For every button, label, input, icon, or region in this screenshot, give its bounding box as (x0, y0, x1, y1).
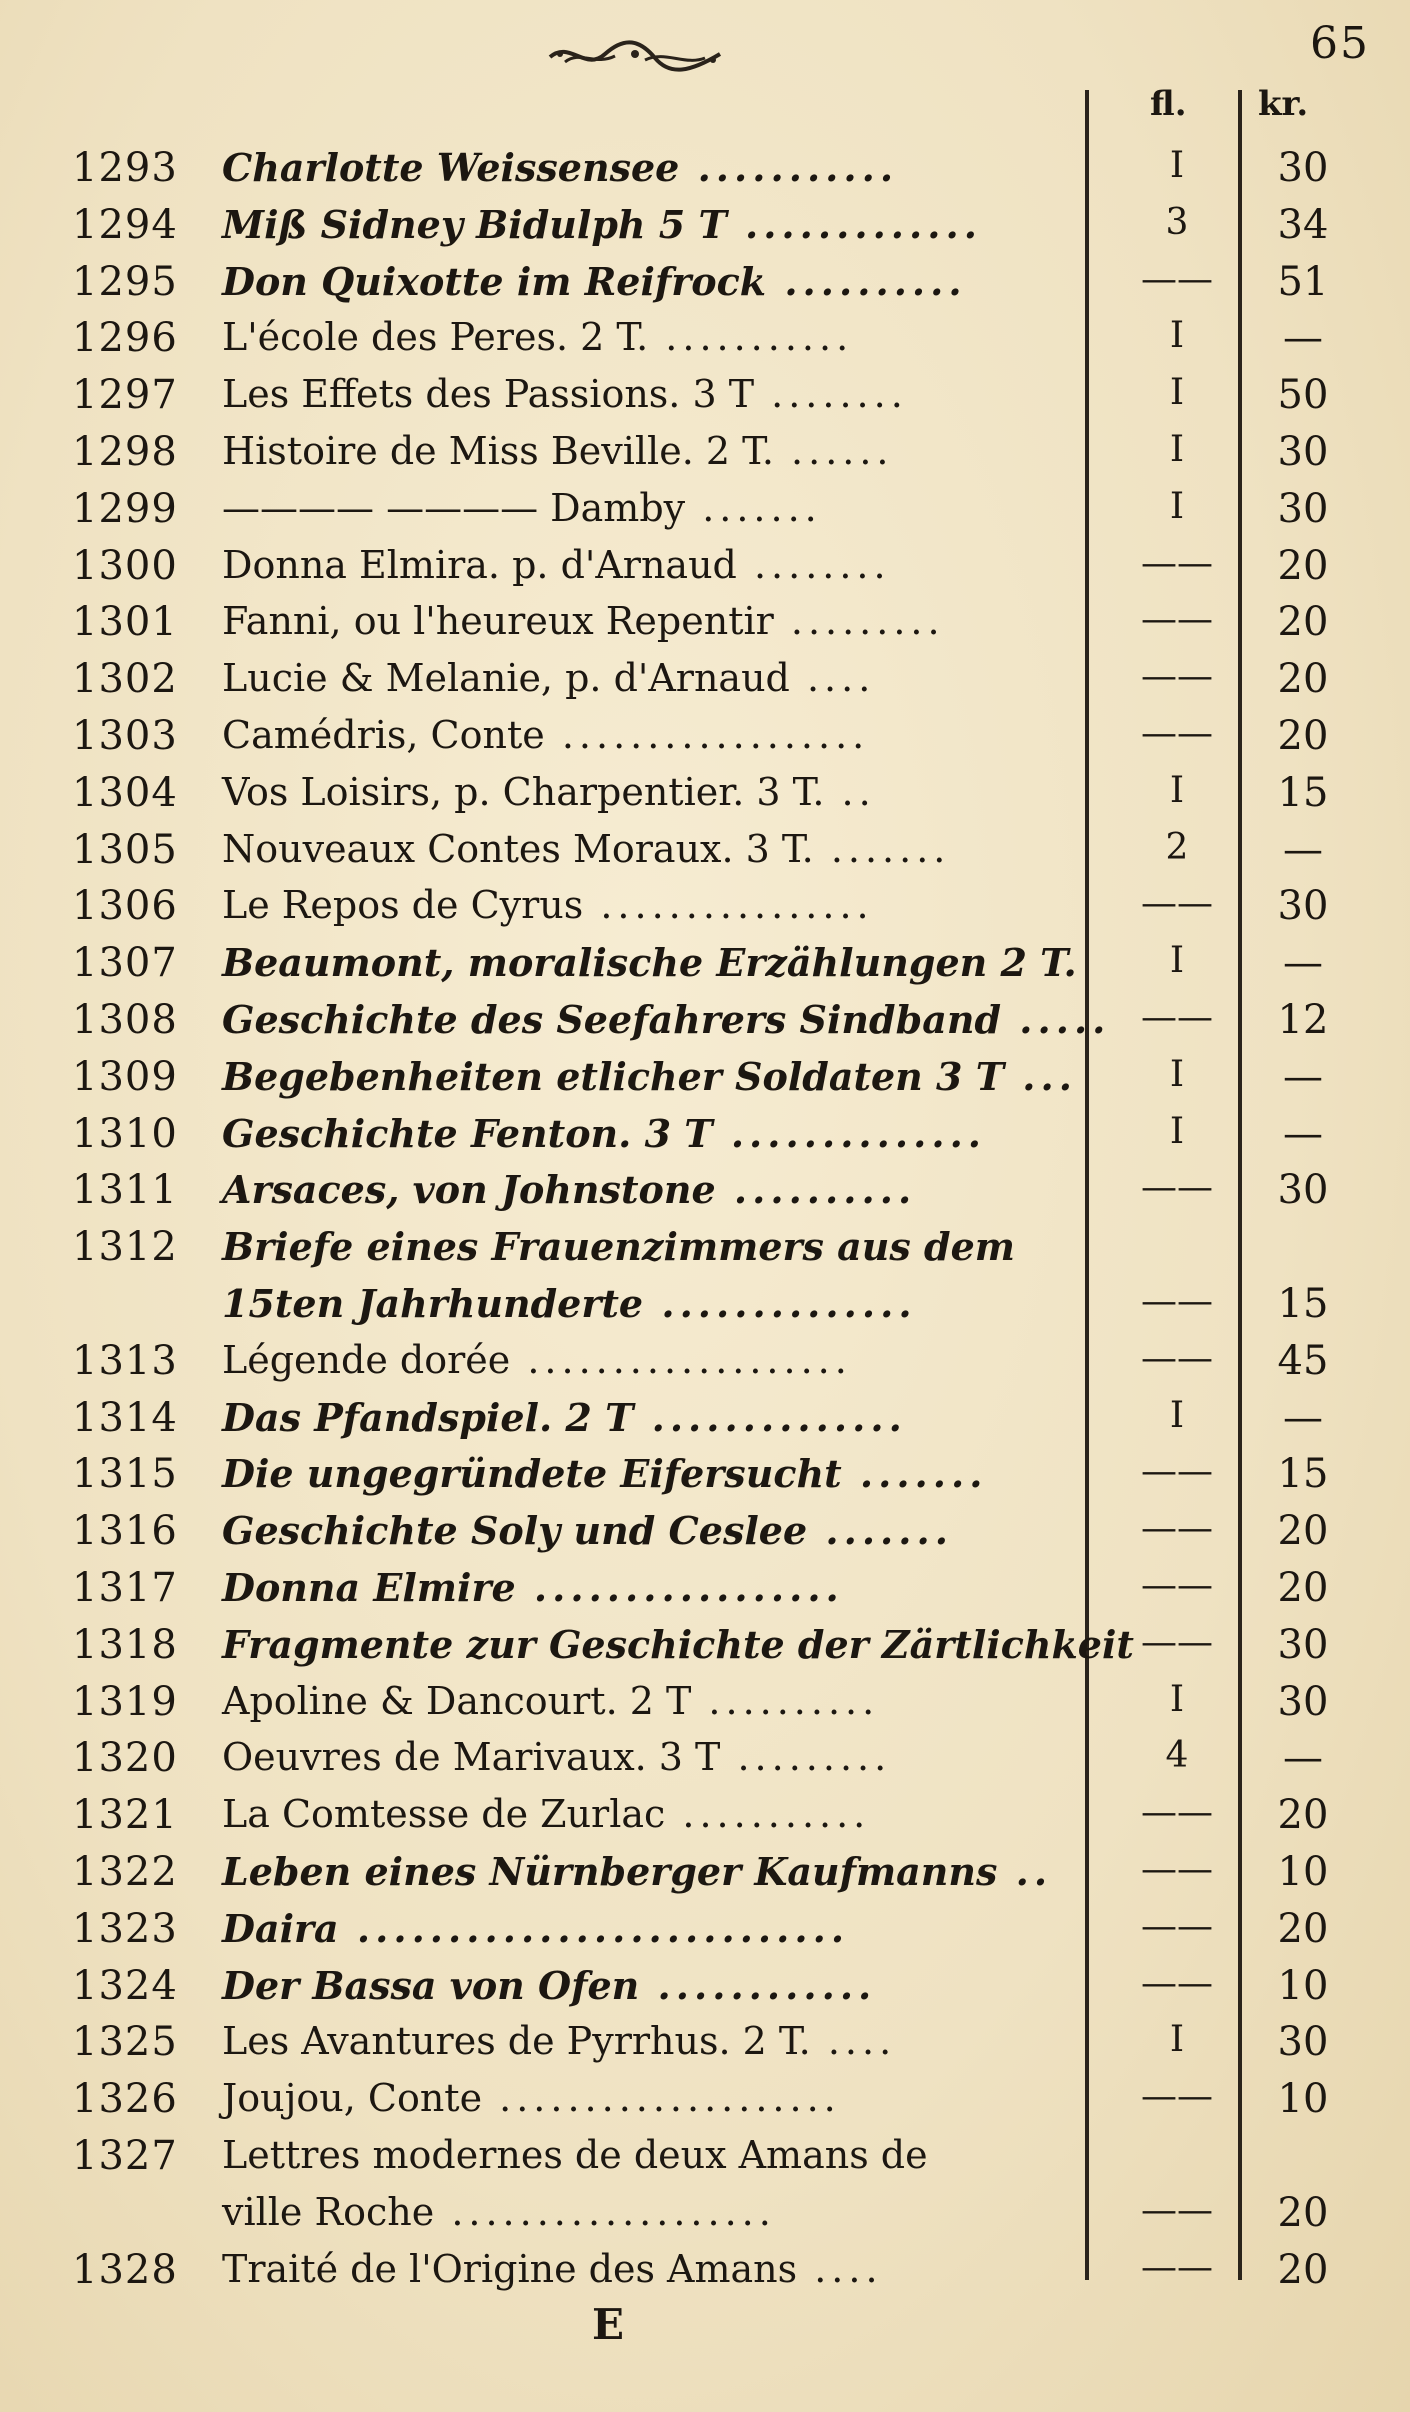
leader-dots: ....... (813, 826, 951, 871)
entry-number: 1324 (72, 1962, 178, 2009)
page-number: 65 (1310, 18, 1370, 69)
price-kreuzer: 15 (1277, 769, 1329, 816)
leader-dots: .. (824, 769, 876, 814)
entry-number: 1301 (72, 599, 178, 646)
entry-title-text: Joujou, Conte (222, 2076, 483, 2121)
entry-title-text: Das Pfandspiel. 2 T (222, 1394, 634, 1440)
entry-title (222, 656, 1072, 700)
entry-title-continuation (222, 2190, 1072, 2234)
price-kreuzer: 30 (1277, 1678, 1329, 1725)
entry-number: 1304 (72, 769, 178, 816)
entry-title (222, 770, 1072, 814)
entry-title-text: Der Bassa von Ofen (222, 1962, 640, 2008)
entry-title (222, 543, 1072, 587)
entry-title (222, 1963, 1072, 2008)
price-florin: —— (1141, 1167, 1213, 1209)
entry-title (222, 1679, 1072, 1723)
entry-number: 1316 (72, 1508, 178, 1555)
leader-dots: .............. (712, 1110, 987, 1156)
entry-title-text: Donna Elmire (222, 1565, 516, 1610)
entry-number: 1326 (72, 2076, 178, 2123)
entry-title (222, 2076, 1072, 2120)
price-florin: —— (1141, 1337, 1213, 1379)
entry-title-text: Leben eines Nürnberger Kaufmanns (222, 1849, 998, 1894)
entry-title-text: Camédris, Conte (222, 713, 545, 757)
price-florin: —— (1141, 883, 1213, 925)
price-florin: —— (1141, 258, 1213, 300)
leader-dots: .......... (715, 1167, 917, 1213)
leader-dots: ........ (736, 542, 891, 587)
price-florin: I (1169, 1678, 1185, 1720)
entry-title (222, 1565, 1072, 1610)
entry-title (222, 1735, 1072, 1779)
price-kreuzer: 10 (1277, 1962, 1329, 2009)
entry-number: 1314 (72, 1394, 178, 1441)
entry-title-text: Histoire de Miss Beville. 2 T. (222, 429, 774, 473)
leader-dots: ...... (773, 429, 894, 473)
price-florin: I (1169, 940, 1185, 982)
price-florin: —— (1141, 1451, 1213, 1493)
entry-number: 1325 (72, 2019, 178, 2066)
price-florin: —— (1141, 542, 1213, 584)
entry-title (222, 1395, 1072, 1440)
entry-title (222, 2133, 1072, 2177)
price-florin: I (1169, 145, 1185, 186)
entry-title (222, 372, 1072, 416)
entry-number: 1293 (72, 145, 178, 191)
leader-dots: ................... (434, 2189, 776, 2234)
price-florin: —— (1141, 1565, 1213, 1606)
leader-dots: ... (1004, 1053, 1077, 1099)
leader-dots: ................... (510, 1337, 852, 1382)
price-florin: I (1169, 429, 1185, 470)
entry-title-text: Daira (222, 1905, 339, 1951)
entry-title-text: Miß Sidney Bidulph 5 T (222, 201, 727, 247)
price-kreuzer: — (1283, 315, 1323, 362)
price-florin: I (1169, 315, 1185, 357)
price-kreuzer: 34 (1277, 201, 1329, 248)
leader-dots: ....... (841, 1451, 988, 1497)
price-kreuzer: 20 (1277, 1792, 1329, 1839)
entry-number: 1295 (72, 258, 178, 305)
entry-title (222, 1792, 1072, 1836)
price-kreuzer: — (1283, 1735, 1323, 1782)
price-florin: —— (1141, 2246, 1213, 2288)
price-kreuzer: 10 (1277, 1849, 1329, 1895)
entry-title-text: Geschichte Soly und Ceslee (222, 1508, 808, 1554)
price-kreuzer: 15 (1277, 1451, 1329, 1498)
entry-number: 1296 (72, 315, 178, 362)
entry-title-text: Briefe eines Frauenzimmers aus dem (222, 1224, 1016, 1270)
price-kreuzer: 20 (1277, 2246, 1329, 2293)
leader-dots: .......... (691, 1678, 880, 1723)
price-florin: —— (1141, 997, 1213, 1038)
price-florin: I (1169, 1053, 1185, 1095)
entry-title-text: Fragmente zur Geschichte der Zärtlichkeit (222, 1621, 1134, 1667)
price-kreuzer: 20 (1277, 599, 1329, 646)
entry-title (222, 315, 1072, 359)
entry-number: 1297 (72, 372, 178, 419)
entry-title (222, 1906, 1072, 1951)
leader-dots: ......... (773, 599, 945, 644)
leader-dots: ............. (726, 201, 982, 247)
price-kreuzer: 20 (1277, 713, 1329, 759)
price-florin: —— (1141, 713, 1213, 754)
price-florin: 3 (1165, 201, 1189, 243)
leader-dots: ................. (515, 1565, 844, 1610)
price-florin: —— (1141, 656, 1213, 698)
price-florin: —— (1141, 2189, 1213, 2231)
entry-number: 1298 (72, 429, 178, 475)
entry-title (222, 1849, 1072, 1894)
entry-number: 1320 (72, 1735, 178, 1782)
leader-dots: .............. (643, 1281, 917, 1326)
price-florin: —— (1141, 1962, 1213, 2004)
price-kreuzer: 30 (1277, 1167, 1329, 1214)
leader-dots: .............. (633, 1394, 907, 1440)
entry-number: 1294 (72, 201, 178, 248)
leader-dots: ........... (648, 315, 854, 360)
column-header-kr: kr. (1258, 84, 1309, 124)
price-florin: —— (1141, 1621, 1213, 1663)
entry-title-text: Oeuvres de Marivaux. 3 T (222, 1735, 721, 1780)
entry-number: 1308 (72, 997, 178, 1043)
entry-number: 1302 (72, 656, 178, 703)
price-florin: —— (1141, 2076, 1213, 2118)
entry-title (222, 883, 1072, 927)
entry-number: 1300 (72, 542, 178, 589)
entry-title-text: Le Repos de Cyrus (222, 883, 584, 928)
leader-dots: ..... (1001, 997, 1111, 1042)
entry-number: 1322 (72, 1849, 178, 1895)
entry-number: 1319 (72, 1678, 178, 1725)
leader-dots: ......... (720, 1735, 892, 1780)
price-florin: —— (1141, 1849, 1213, 1890)
price-kreuzer: 20 (1277, 1508, 1329, 1555)
entry-title (222, 1451, 1072, 1496)
price-kreuzer: 50 (1277, 372, 1329, 419)
entry-number: 1306 (72, 883, 178, 930)
price-florin: 4 (1165, 1735, 1189, 1777)
entry-title-text: L'école des Peres. 2 T. (222, 315, 649, 360)
entry-title (222, 1111, 1072, 1156)
entry-title-text: Légende dorée (222, 1337, 511, 1382)
entry-title-text: Lucie & Melanie, p. d'Arnaud (222, 656, 790, 701)
entry-title-text: Les Avantures de Pyrrhus. 2 T. (222, 2019, 811, 2064)
entry-title-text: Geschichte Fenton. 3 T (222, 1110, 713, 1156)
entry-title-text: ville Roche (222, 2189, 435, 2234)
entry-number: 1310 (72, 1110, 178, 1157)
entry-title (222, 1508, 1072, 1553)
column-header-fl: fl. (1150, 84, 1187, 124)
entry-title (222, 202, 1072, 247)
leader-dots: ....... (685, 485, 822, 530)
leader-dots: ........................... (338, 1905, 850, 1951)
price-kreuzer: 30 (1277, 429, 1329, 475)
entry-title (222, 2247, 1072, 2291)
price-kreuzer: 45 (1277, 1337, 1329, 1384)
entry-title (222, 1338, 1072, 1382)
leader-dots: .... (810, 2019, 897, 2064)
price-kreuzer: — (1283, 1053, 1323, 1100)
leader-dots: ................ (583, 883, 874, 928)
entry-number: 1323 (72, 1905, 178, 1952)
entry-title-text: Charlotte Weissensee (222, 145, 680, 190)
entry-number: 1309 (72, 1053, 178, 1100)
price-kreuzer: 10 (1277, 2076, 1329, 2123)
price-kreuzer: — (1283, 940, 1323, 987)
price-kreuzer: 30 (1277, 1621, 1329, 1668)
price-florin: I (1169, 2019, 1185, 2061)
entry-title (222, 599, 1072, 643)
leader-dots: ........... (679, 145, 899, 190)
entry-title (222, 1167, 1072, 1212)
entry-title-text: 15ten Jahrhunderte (222, 1281, 644, 1326)
entry-title (222, 713, 1072, 757)
price-kreuzer: 20 (1277, 1905, 1329, 1952)
entry-number: 1313 (72, 1337, 178, 1384)
price-florin: 2 (1165, 826, 1189, 868)
price-kreuzer: 30 (1277, 2019, 1329, 2066)
price-kreuzer: 20 (1277, 2189, 1329, 2236)
entry-number: 1307 (72, 940, 178, 987)
entry-title (222, 259, 1072, 304)
entry-title-text: Apoline & Dancourt. 2 T (222, 1678, 692, 1723)
entry-title (222, 429, 1072, 473)
entry-title-text: Vos Loisirs, p. Charpentier. 3 T. (222, 769, 825, 814)
price-florin: I (1169, 769, 1185, 811)
price-florin: —— (1141, 1792, 1213, 1834)
leader-dots: .......... (766, 258, 967, 304)
price-kreuzer: 15 (1277, 1281, 1329, 1327)
entry-title-text: Fanni, ou l'heureux Repentir (222, 599, 774, 644)
entry-title-text: Arsaces, von Johnstone (222, 1167, 716, 1213)
entry-title (222, 997, 1111, 1042)
leader-dots: ........ (754, 372, 908, 417)
entry-number: 1311 (72, 1167, 178, 1214)
entry-title (222, 940, 1077, 986)
price-kreuzer: — (1283, 826, 1323, 873)
entry-title-text: Traité de l'Origine des Amans (222, 2246, 798, 2291)
entry-title-text: ———— ———— Damby (222, 485, 686, 530)
entry-title (222, 145, 1072, 190)
entry-number: 1312 (72, 1224, 178, 1271)
entry-title (222, 827, 1072, 871)
leader-dots: ....... (807, 1508, 953, 1554)
entry-number: 1328 (72, 2246, 178, 2293)
price-kreuzer: 20 (1277, 542, 1329, 589)
leader-dots: .................... (482, 2076, 841, 2121)
entry-title-text: Geschichte des Seefahrers Sindband (222, 997, 1002, 1042)
price-kreuzer: — (1283, 1110, 1323, 1157)
leader-dots: .. (997, 1849, 1053, 1894)
leader-dots: ............ (639, 1962, 877, 2008)
price-kreuzer: 51 (1277, 258, 1329, 305)
entry-title-text: Lettres modernes de deux Amans de (222, 2133, 928, 2177)
price-kreuzer: 30 (1277, 485, 1329, 532)
price-kreuzer: 30 (1277, 883, 1329, 930)
entry-title (222, 1224, 1072, 1269)
leader-dots: .................. (544, 713, 870, 757)
leader-dots: ........... (665, 1792, 871, 1837)
signature-mark: E (592, 2300, 625, 2349)
price-florin: —— (1141, 1508, 1213, 1550)
price-florin: —— (1141, 599, 1213, 641)
price-florin: I (1169, 1394, 1185, 1436)
entry-title (222, 1053, 1077, 1099)
price-florin: I (1169, 372, 1185, 414)
leader-dots: .... (789, 656, 876, 701)
entry-title-text: Donna Elmira. p. d'Arnaud (222, 542, 737, 587)
entry-number: 1321 (72, 1792, 178, 1839)
entry-title-text: Die ungegründete Eifersucht (222, 1451, 842, 1497)
entry-title (222, 2019, 1072, 2063)
entry-title (222, 486, 1072, 530)
entry-title (222, 1621, 1134, 1667)
entry-number: 1299 (72, 485, 178, 532)
price-kreuzer: 20 (1277, 656, 1329, 703)
price-kreuzer: 30 (1277, 145, 1329, 191)
price-florin: I (1169, 1110, 1185, 1152)
entry-number: 1303 (72, 713, 178, 759)
price-kreuzer: 20 (1277, 1565, 1329, 1611)
entry-number: 1318 (72, 1621, 178, 1668)
entry-number: 1305 (72, 826, 178, 873)
price-florin: —— (1141, 1905, 1213, 1947)
entry-number: 1317 (72, 1565, 178, 1611)
price-kreuzer: — (1283, 1394, 1323, 1441)
entry-title-text: Les Effets des Passions. 3 T (222, 372, 755, 417)
entry-title-text: Beaumont, moralische Erzählungen 2 T. (222, 940, 1077, 986)
entry-number: 1315 (72, 1451, 178, 1498)
entry-title-continuation (222, 1281, 1072, 1326)
price-florin: I (1169, 485, 1185, 527)
price-kreuzer: 12 (1277, 997, 1329, 1043)
entry-title-text: Nouveaux Contes Moraux. 3 T. (222, 826, 814, 871)
entry-title-text: Don Quixotte im Reifrock (222, 258, 767, 304)
leader-dots: .... (797, 2246, 883, 2291)
entry-title-text: La Comtesse de Zurlac (222, 1792, 666, 1837)
entry-title-text: Begebenheiten etlicher Soldaten 3 T (222, 1053, 1004, 1099)
entry-number: 1327 (72, 2133, 178, 2179)
price-florin: —— (1141, 1281, 1213, 1322)
